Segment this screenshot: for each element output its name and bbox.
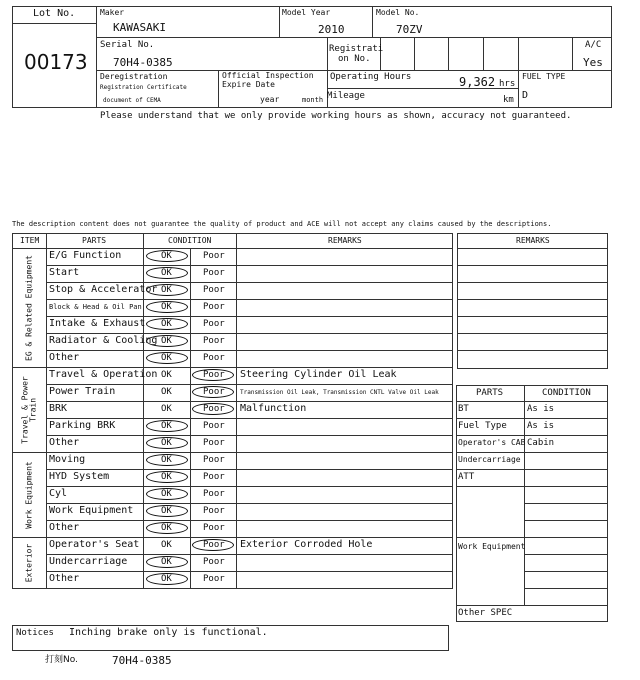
spec-part: BT: [458, 404, 469, 414]
inspection-label-2: Expire Date: [222, 80, 275, 89]
condition-poor[interactable]: Poor: [203, 506, 225, 516]
condition-poor[interactable]: Poor: [203, 387, 225, 397]
ok-selected-circle: [146, 352, 188, 364]
poor-selected-circle: [192, 369, 234, 381]
part-name: Stop & Accelerator: [49, 284, 158, 295]
part-name: Other: [49, 352, 80, 363]
condition-ok[interactable]: OK: [161, 472, 172, 482]
condition-ok[interactable]: OK: [161, 540, 172, 550]
remarks-header: REMARKS: [328, 236, 362, 245]
poor-selected-circle: [192, 539, 234, 551]
part-name: Other: [49, 522, 80, 533]
condition-ok[interactable]: OK: [161, 268, 172, 278]
poor-selected-circle: [192, 403, 234, 415]
group-label: EG & Related Equipment: [24, 254, 33, 361]
condition-poor[interactable]: Poor: [203, 455, 225, 465]
part-name: E/G Function: [49, 250, 122, 261]
serial-value: 70H4-0385: [113, 56, 173, 69]
condition-ok[interactable]: OK: [161, 574, 172, 584]
ok-selected-circle: [146, 437, 188, 449]
condition-poor[interactable]: Poor: [203, 557, 225, 567]
part-name: Undercarriage: [49, 556, 128, 567]
operating-hours-value: 9,362: [459, 75, 496, 89]
condition-ok[interactable]: OK: [161, 557, 172, 567]
remark-text: Steering Cylinder Oil Leak: [240, 369, 397, 380]
part-name: Cyl: [49, 488, 68, 499]
stamp-value: 70H4-0385: [112, 654, 172, 667]
registration-label-line1: Registrati: [329, 44, 384, 54]
ok-selected-circle: [146, 267, 188, 279]
part-name: Radiator & Cooling: [49, 335, 158, 346]
part-name: Block & Head & Oil Pan: [49, 303, 142, 311]
part-name: Other: [49, 573, 80, 584]
ok-selected-circle: [146, 522, 188, 534]
ac-value: Yes: [583, 56, 603, 69]
remark-text: Malfunction: [240, 403, 307, 414]
hours-unit: hrs: [499, 79, 516, 89]
poor-selected-circle: [192, 386, 234, 398]
part-name: BRK: [49, 403, 68, 414]
ok-selected-circle: [146, 471, 188, 483]
ok-selected-circle: [146, 284, 188, 296]
registration-certificate-label: Registration Certificate: [100, 84, 187, 91]
right-remarks-panel: [457, 233, 608, 369]
condition-ok[interactable]: OK: [161, 404, 172, 414]
ok-selected-circle: [146, 250, 188, 262]
spec-parts-header: PARTS: [476, 388, 504, 398]
condition-ok[interactable]: OK: [161, 302, 172, 312]
remark-text: Exterior Corroded Hole: [240, 539, 373, 550]
ok-selected-circle: [146, 301, 188, 313]
condition-ok[interactable]: OK: [161, 489, 172, 499]
condition-poor[interactable]: Poor: [203, 472, 225, 482]
year-label: year: [260, 95, 280, 104]
condition-poor[interactable]: Poor: [203, 540, 225, 550]
condition-poor[interactable]: Poor: [203, 268, 225, 278]
condition-ok[interactable]: OK: [161, 523, 172, 533]
part-name: HYD System: [49, 471, 110, 482]
spec-part: Fuel Type: [458, 421, 507, 431]
parts-header: PARTS: [82, 236, 107, 245]
mileage-unit: km: [503, 95, 514, 105]
model-year-label: Model Year: [282, 8, 331, 17]
condition-ok[interactable]: OK: [161, 319, 172, 329]
work-equipment-label: Work Equipment: [458, 542, 526, 551]
operating-hours-label: Operating Hours: [330, 72, 412, 82]
serial-label: Serial No.: [100, 40, 155, 50]
condition-poor[interactable]: Poor: [203, 523, 225, 533]
spec-condition-header: CONDITION: [542, 388, 591, 398]
condition-poor[interactable]: Poor: [203, 370, 225, 380]
spec-part: Operator's CAB: [458, 438, 526, 447]
group-label: Exterior: [24, 543, 33, 582]
part-name: Intake & Exhaust: [49, 318, 146, 329]
condition-ok[interactable]: OK: [161, 336, 172, 346]
condition-poor[interactable]: Poor: [203, 285, 225, 295]
condition-poor[interactable]: Poor: [203, 489, 225, 499]
lot-label: Lot No.: [33, 8, 76, 19]
condition-ok[interactable]: OK: [161, 353, 172, 363]
part-name: Work Equipment: [49, 505, 134, 516]
condition-poor[interactable]: Poor: [203, 438, 225, 448]
ok-selected-circle: [146, 318, 188, 330]
condition-poor[interactable]: Poor: [203, 404, 225, 414]
condition-ok[interactable]: OK: [161, 506, 172, 516]
condition-header: CONDITION: [168, 236, 212, 245]
condition-poor[interactable]: Poor: [203, 302, 225, 312]
ok-selected-circle: [146, 335, 188, 347]
fuel-type-value: D: [522, 90, 529, 101]
part-name: Other: [49, 437, 80, 448]
stamp-label: 打刻No.: [45, 655, 78, 665]
right-remarks-header: REMARKS: [516, 236, 550, 245]
part-name: Travel & Operation: [49, 369, 158, 380]
ok-selected-circle: [146, 505, 188, 517]
condition-ok[interactable]: OK: [161, 251, 172, 261]
remark-text: Transmission Oil Leak, Transmission CNTL Valve Oil Leak: [240, 389, 439, 396]
notices-text: Inching brake only is functional.: [69, 627, 268, 638]
spec-condition: As is: [527, 404, 555, 414]
condition-poor[interactable]: Poor: [203, 251, 225, 261]
condition-poor[interactable]: Poor: [203, 574, 225, 584]
item-header: ITEM: [20, 236, 40, 245]
disclaimer: The description content does not guarantee the quality of product and ACE will not accept any claims caused by the descriptions.: [12, 220, 552, 228]
hours-accuracy-note: Please understand that we only provide working hours as shown, accuracy not guaranteed.: [100, 111, 572, 121]
condition-poor[interactable]: Poor: [203, 421, 225, 431]
part-name: Start: [49, 267, 80, 278]
spec-part: ATT: [458, 472, 475, 482]
condition-ok[interactable]: OK: [161, 455, 172, 465]
model-no-value: 70ZV: [396, 23, 423, 36]
ok-selected-circle: [146, 556, 188, 568]
registration-label-line2: on No.: [338, 54, 371, 64]
part-name: Power Train: [49, 386, 116, 397]
spec-part: Undercarriage: [458, 455, 521, 464]
part-name: Moving: [49, 454, 86, 465]
other-spec-label: Other SPEC: [458, 608, 513, 618]
spec-condition: Cabin: [527, 438, 555, 448]
model-year-value: 2010: [318, 23, 345, 36]
ok-selected-circle: [146, 420, 188, 432]
condition-ok[interactable]: OK: [161, 421, 172, 431]
model-no-label: Model No.: [376, 8, 420, 17]
ok-selected-circle: [146, 488, 188, 500]
condition-ok[interactable]: OK: [161, 438, 172, 448]
fuel-type-label: FUEL TYPE: [522, 72, 566, 81]
cema-document-label: document of CEMA: [103, 97, 161, 104]
month-label: month: [302, 96, 324, 104]
condition-ok[interactable]: OK: [161, 370, 172, 380]
lot-number: 00173: [24, 50, 88, 74]
maker-value: KAWASAKI: [113, 21, 166, 34]
mileage-label: Mileage: [327, 91, 365, 101]
group-label: Travel & Power Train: [20, 375, 37, 444]
condition-ok[interactable]: OK: [161, 285, 172, 295]
ok-selected-circle: [146, 573, 188, 585]
inspection-label: Official Inspection: [222, 71, 314, 80]
group-label: Work Equipment: [24, 460, 33, 529]
condition-poor[interactable]: Poor: [203, 319, 225, 329]
spec-condition: As is: [527, 421, 555, 431]
ac-label: A/C: [585, 40, 602, 50]
part-name: Operator's Seat: [49, 539, 140, 550]
part-name: Parking BRK: [49, 420, 116, 431]
condition-poor[interactable]: Poor: [203, 336, 225, 346]
deregistration-label: Deregistration: [100, 72, 168, 81]
condition-ok[interactable]: OK: [161, 387, 172, 397]
ok-selected-circle: [146, 454, 188, 466]
condition-poor[interactable]: Poor: [203, 353, 225, 363]
notices-label: Notices: [16, 628, 54, 638]
maker-label: Maker: [100, 8, 125, 17]
